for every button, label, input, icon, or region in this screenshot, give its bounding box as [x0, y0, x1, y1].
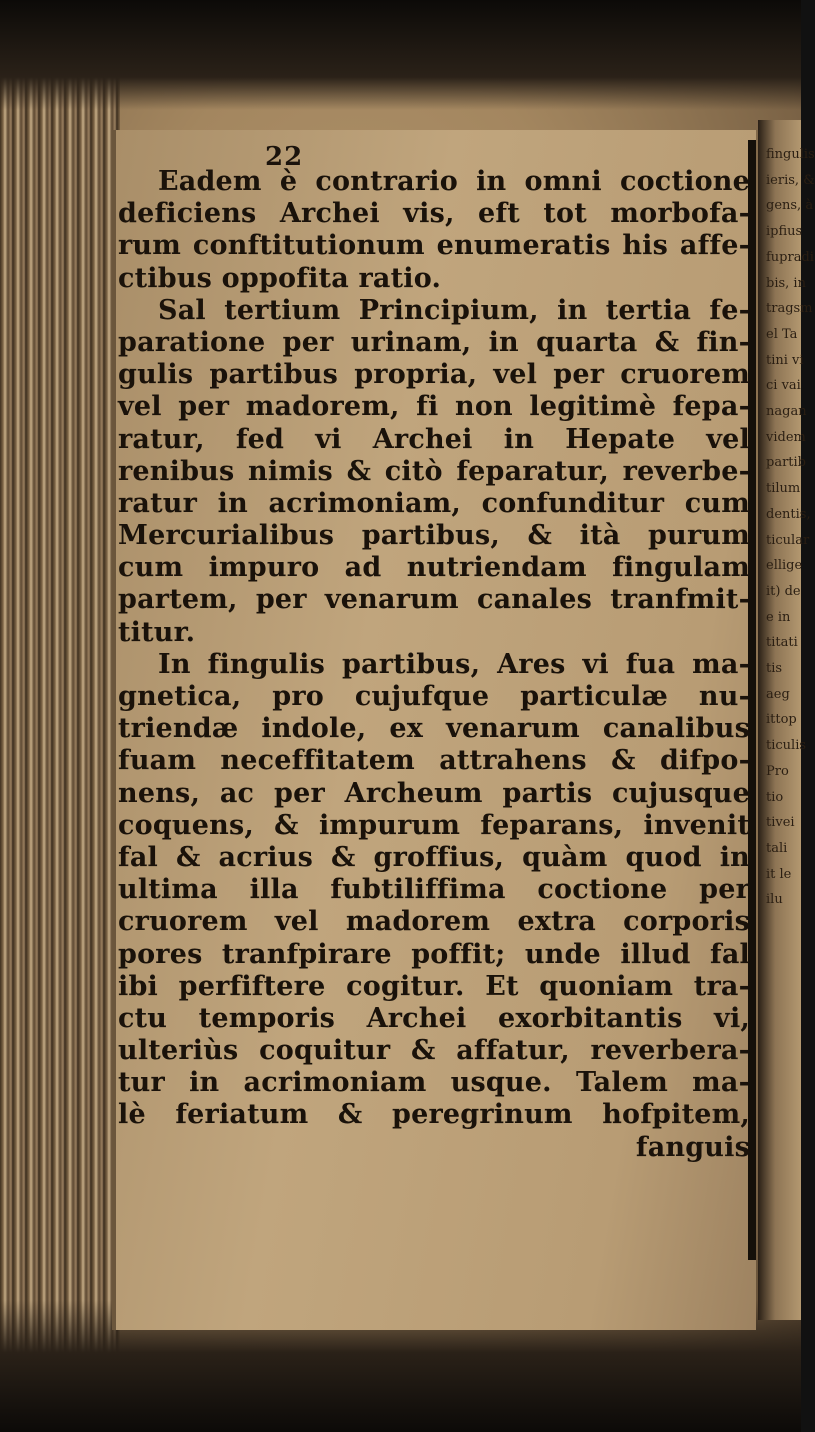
adjacent-page-fragment: gens, à: [766, 198, 814, 214]
text-line: cum impuro ad nutriendam fingulam: [118, 552, 750, 584]
text-line: ratur, fed vi Archei in Hepate vel: [118, 423, 750, 455]
text-line: ibi perfiftere cogitur. Et quoniam tra-: [118, 970, 750, 1002]
text-line: ratur in acrimoniam, confunditur cum: [118, 487, 750, 519]
adjacent-page-fragment: tragsm: [766, 301, 813, 317]
adjacent-page-fragments: [766, 142, 815, 913]
adjacent-page-fragment: el Ta: [766, 326, 798, 342]
text-line: tur in acrimoniam usque. Talem ma-: [118, 1067, 750, 1099]
adjacent-page-fragment: it le: [766, 866, 792, 882]
text-line: Sal tertium Principium, in tertia fe-: [158, 294, 750, 326]
text-line: vel per madorem, fi non legitimè fepa-: [118, 391, 750, 423]
text-line: ultima illa fubtiliffima coctione per: [118, 874, 750, 906]
adjacent-page-fragment: ellige: [766, 558, 803, 574]
text-line: ctu temporis Archei exorbitantis vi,: [118, 1002, 750, 1034]
adjacent-page: [758, 120, 815, 1320]
text-line: gnetica, pro cujufque particulæ nu-: [118, 681, 750, 712]
adjacent-page-fragment: ieris, &: [766, 172, 815, 188]
text-line: deficiens Archei vis, eft tot morbofa-: [118, 198, 750, 230]
adjacent-page-fragment: ticular: [766, 532, 810, 548]
text-line: fal & acrius & groffius, quàm quod in: [118, 841, 750, 873]
adjacent-page-fragment: videm: [766, 429, 806, 445]
adjacent-page-fragment: fingulis: [766, 147, 815, 162]
text-line: lè feriatum & peregrinum hofpitem,: [118, 1099, 750, 1131]
text-line: rum conftitutionum enumeratis his affe-: [118, 230, 750, 262]
text-line: titur.: [118, 616, 196, 648]
adjacent-page-fragment: ilu: [766, 892, 783, 908]
adjacent-page-fragment: titati: [766, 635, 798, 651]
text-line: fuam neceffitatem attrahens & difpo-: [118, 745, 750, 777]
adjacent-page-fragment: nagan: [766, 404, 807, 420]
stacked-page-edges: [0, 0, 120, 1432]
text-line: triendæ indole, ex venarum canalibus: [118, 713, 750, 745]
adjacent-page-fragment: tilum: [766, 481, 801, 497]
text-line: partem, per venarum canales tranfmit-: [118, 584, 750, 616]
adjacent-page-fragment: e in: [766, 609, 791, 625]
adjacent-page-fragment: ipfius: [766, 224, 803, 240]
adjacent-page-fragment: tis: [766, 661, 783, 677]
text-line: cruorem vel madorem extra corporis: [118, 906, 750, 938]
adjacent-page-fragment: ticulis: [766, 738, 807, 754]
adjacent-page-fragment: tivei: [766, 815, 795, 831]
adjacent-page-fragment: Pro: [766, 763, 789, 779]
text-line: ulteriùs coquitur & affatur, reverbera-: [118, 1035, 750, 1067]
text-line: Eadem è contrario in omni coctione: [158, 166, 750, 197]
adjacent-page-fragment: partib: [766, 455, 806, 471]
page-number: 22: [265, 142, 304, 172]
adjacent-page-fragment: aeg: [766, 686, 790, 702]
text-line: ctibus oppofita ratio.: [118, 262, 442, 294]
text-line: nens, ac per Archeum partis cujusque: [118, 777, 750, 809]
text-line: In fingulis partibus, Ares vi fua ma-: [158, 648, 750, 680]
text-line: paratione per urinam, in quarta & fin-: [118, 326, 750, 358]
text-line: gulis partibus propria, vel per cruorem: [118, 359, 750, 391]
catchword: fanguis: [635, 1131, 750, 1163]
body-text: [118, 166, 750, 1164]
adjacent-page-fragment: tio: [766, 789, 784, 805]
adjacent-page-fragment: ittop: [766, 712, 797, 728]
text-line: coquens, & impurum feparans, invenit: [118, 809, 750, 841]
dark-top-border: [0, 0, 801, 110]
adjacent-page-fragment: bis, in: [766, 275, 806, 291]
adjacent-page-fragment: ci vai: [766, 378, 801, 394]
adjacent-page-fragment: it) de: [766, 583, 801, 599]
adjacent-page-fragment: dentis,: [766, 506, 811, 522]
adjacent-page-fragment: fupradi: [766, 249, 814, 265]
text-line: Mercurialibus partibus, & ità purum: [118, 520, 750, 552]
text-line: pores tranfpirare poffit; unde illud fal: [118, 938, 750, 970]
adjacent-page-fragment: tali: [766, 840, 788, 856]
text-line: renibus nimis & citò feparatur, reverbe-: [118, 455, 750, 487]
adjacent-page-fragment: tini vi: [766, 352, 804, 368]
